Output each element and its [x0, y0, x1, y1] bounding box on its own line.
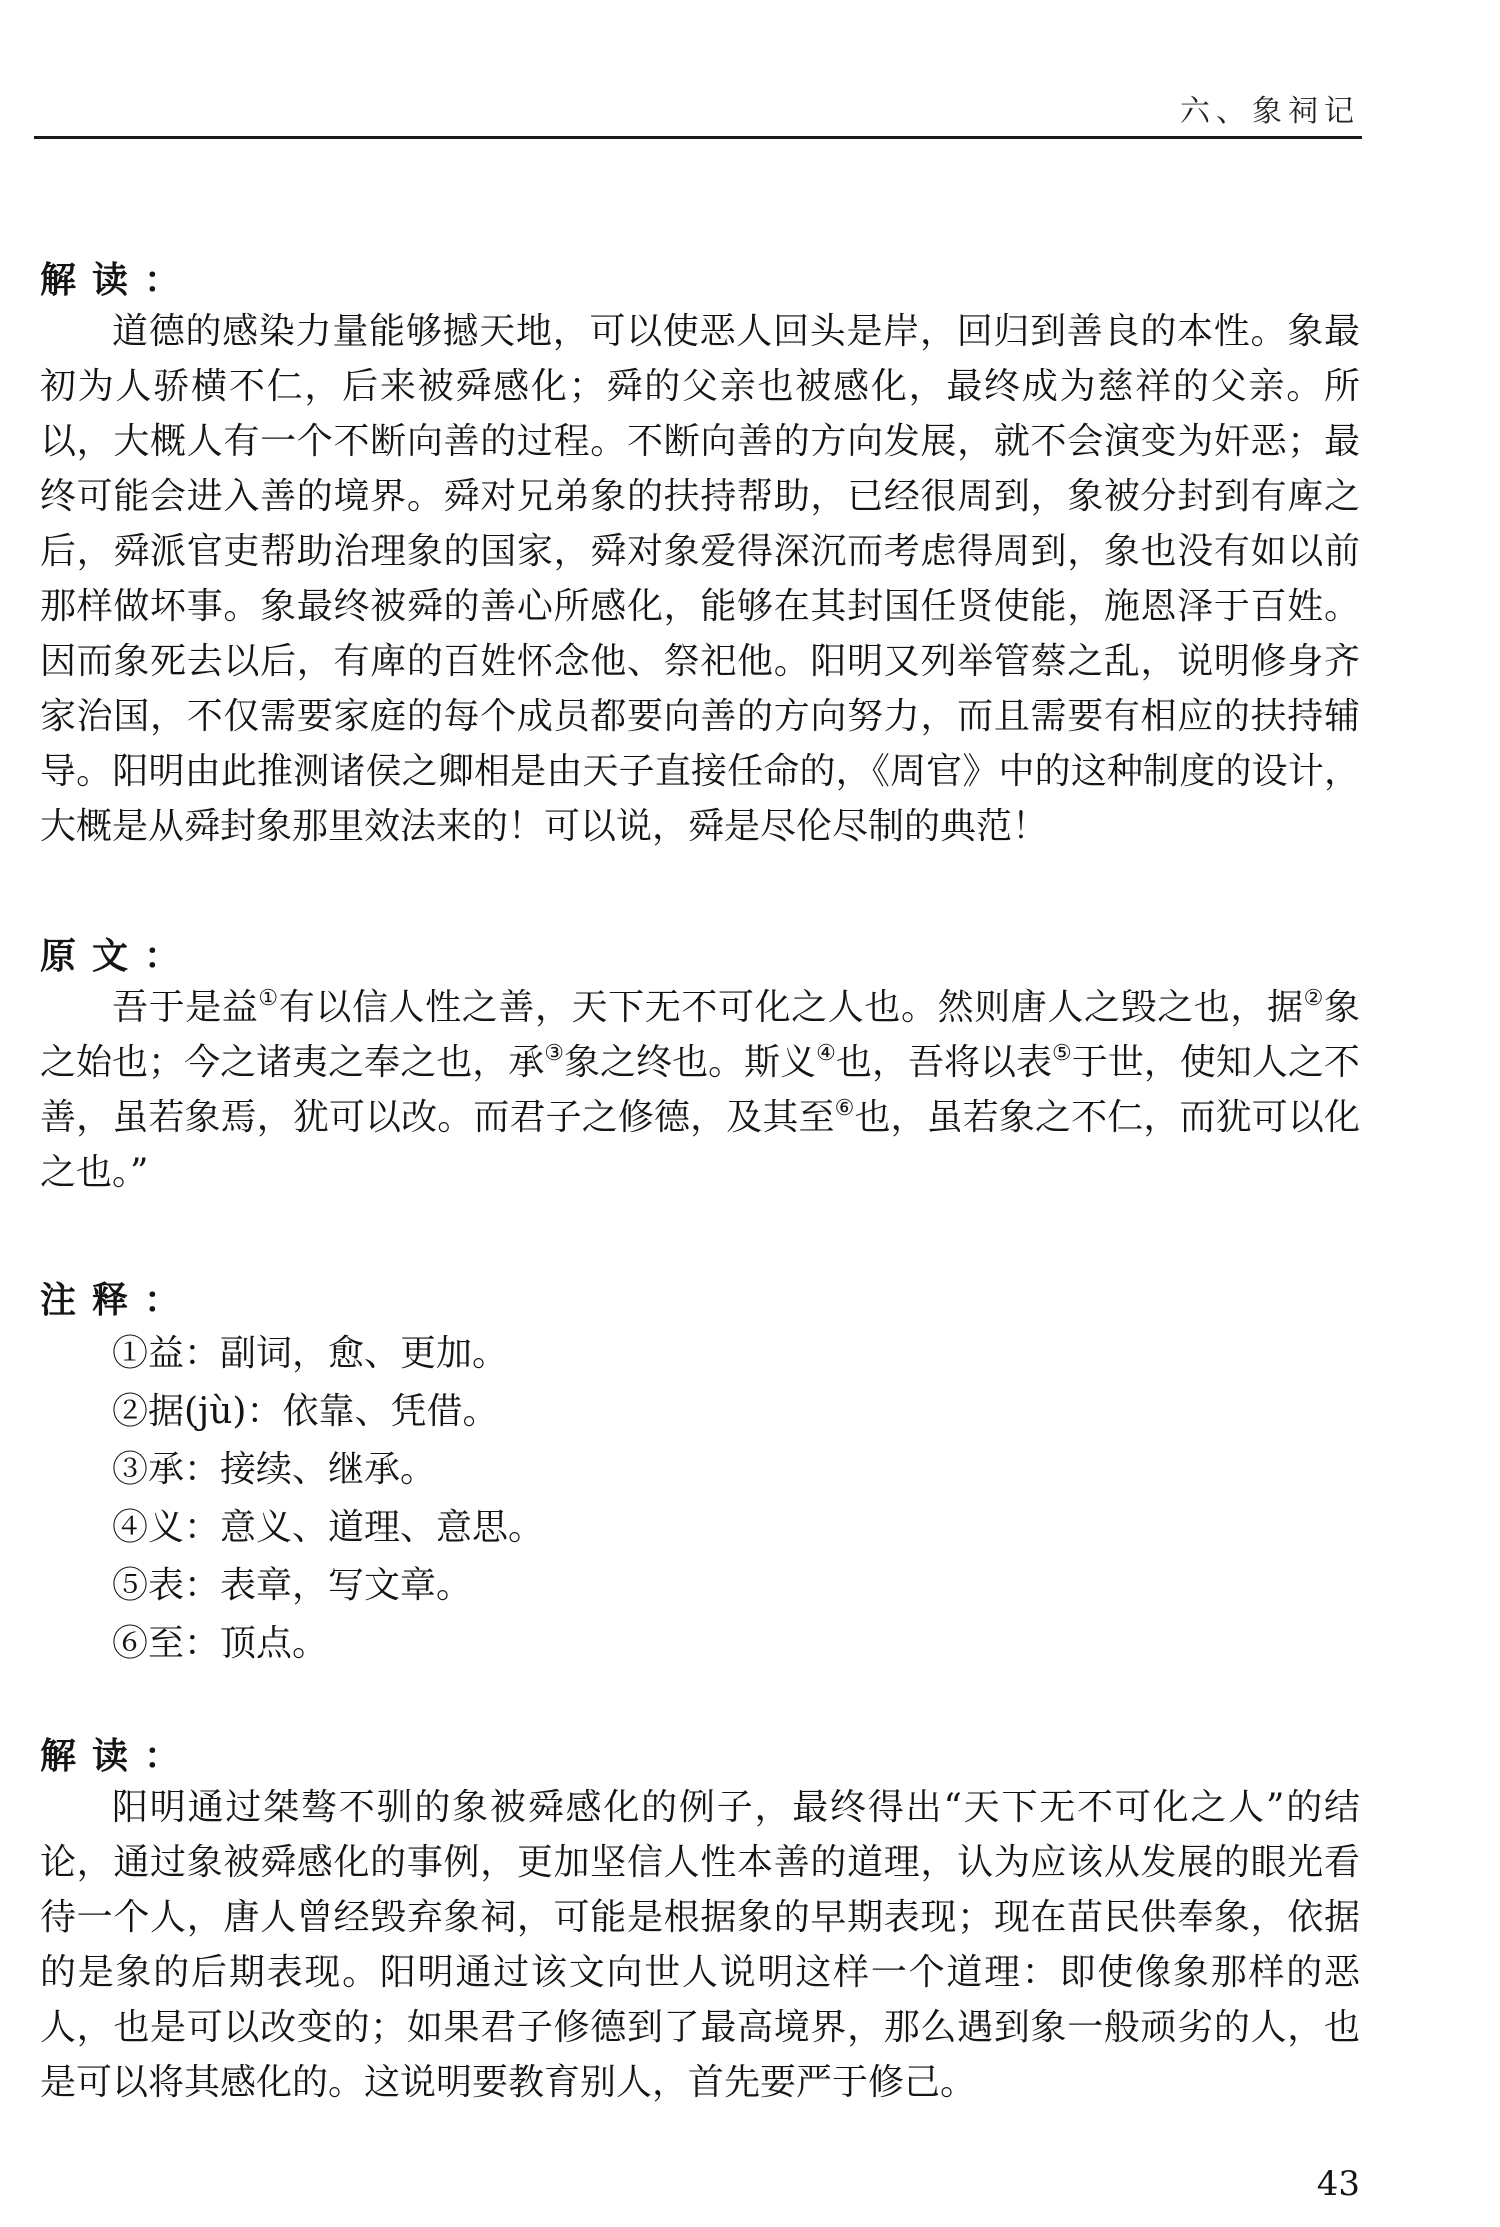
- original-text-segment: 于世，使知人之不善，虽若象焉，犹可以改。而君子之修德，及其至: [40, 1042, 1360, 1138]
- annotation-item: ④义：意义、道理、意思。: [112, 1507, 545, 1548]
- original-text-segment: 也，虽若象之不仁，而犹可以化之也。”: [40, 1097, 1360, 1193]
- original-text-segment: 吾于是益: [112, 987, 259, 1028]
- interpretation-paragraph-1: 道德的感染力量能够撼天地，可以使恶人回头是岸，回归到善良的本性。象最初为人骄横不仁，后来被舜感化；舜的父亲也被感化，最终成为慈祥的父亲。所以，大概人有一个不断向善的过程。不断向善的方向发展，就不会演变为奸恶；最终可能会进入善的境界。舜对兄弟象的扶持帮助，已经很周到，象被分封到有庳之后，舜派官吏帮助治理象的国家，舜对象爱得深沉而考虑得周到，象也没有如以前那样做坏事。象最终被舜的善心所感化，能够在其封国任贤使能，施恩泽于百姓。因而象死去以后，有庳的百姓怀念他、祭祀他。阳明又列举管蔡之乱，说明修身齐家治国，不仅需要家庭的每个成员都要向善的方向努力，而且需要有相应的扶持辅导。阳明由此推测诸侯之卿相是由天子直接任命的，《周官》中的这种制度的设计，大概是从舜封象那里效法来的！可以说，舜是尽伦尽制的典范！: [40, 311, 1360, 847]
- annotation-item: ⑤表：表章，写文章。: [112, 1565, 473, 1606]
- annotation-item: ②据(jù)：依靠、凭借。: [112, 1391, 499, 1432]
- original-text-segment: 象之终也。斯义: [564, 1042, 817, 1083]
- annotation-item: ①益：副词，愈、更加。: [112, 1333, 509, 1374]
- original-text-paragraph: [40, 980, 1360, 1200]
- footnote-mark: ②: [1303, 986, 1324, 1011]
- annotation-item: ③承：接续、继承。: [112, 1449, 437, 1490]
- annotation-list: [112, 1325, 544, 1673]
- footnote-mark: ①: [258, 986, 279, 1011]
- original-text-heading: 原文：: [40, 935, 197, 977]
- interpretation-heading-1: 解读：: [40, 259, 197, 301]
- footnote-mark: ⑤: [1052, 1041, 1072, 1066]
- interpretation-heading-2: 解读：: [40, 1735, 197, 1777]
- original-text-segment: 象之始也；今之诸夷之奉之也，承: [40, 987, 1360, 1083]
- running-head: 六、象祠记: [1180, 94, 1360, 129]
- footnote-mark: ④: [816, 1041, 836, 1066]
- page-number: 43: [1316, 2164, 1360, 2204]
- interpretation-paragraph-2: 阳明通过桀骜不驯的象被舜感化的例子，最终得出“天下无不可化之人”的结论，通过象被舜感化的事例，更加坚信人性本善的道理，认为应该从发展的眼光看待一个人，唐人曾经毁弃象祠，可能是根据象的早期表现；现在苗民供奉象，依据的是象的后期表现。阳明通过该文向世人说明这样一个道理：即使像象那样的恶人，也是可以改变的；如果君子修德到了最高境界，那么遇到象一般顽劣的人，也是可以将其感化的。这说明要教育别人，首先要严于修己。: [40, 1787, 1360, 2103]
- annotations-heading: 注释：: [40, 1279, 197, 1321]
- header-rule: [34, 136, 1362, 139]
- footnote-mark: ⑥: [834, 1096, 855, 1121]
- footnote-mark: ③: [544, 1041, 565, 1066]
- annotation-item: ⑥至：顶点。: [112, 1623, 329, 1664]
- original-text-segment: 有以信人性之善，天下无不可化之人也。然则唐人之毁之也，据: [278, 987, 1304, 1028]
- original-text-segment: 也，吾将以表: [835, 1042, 1053, 1083]
